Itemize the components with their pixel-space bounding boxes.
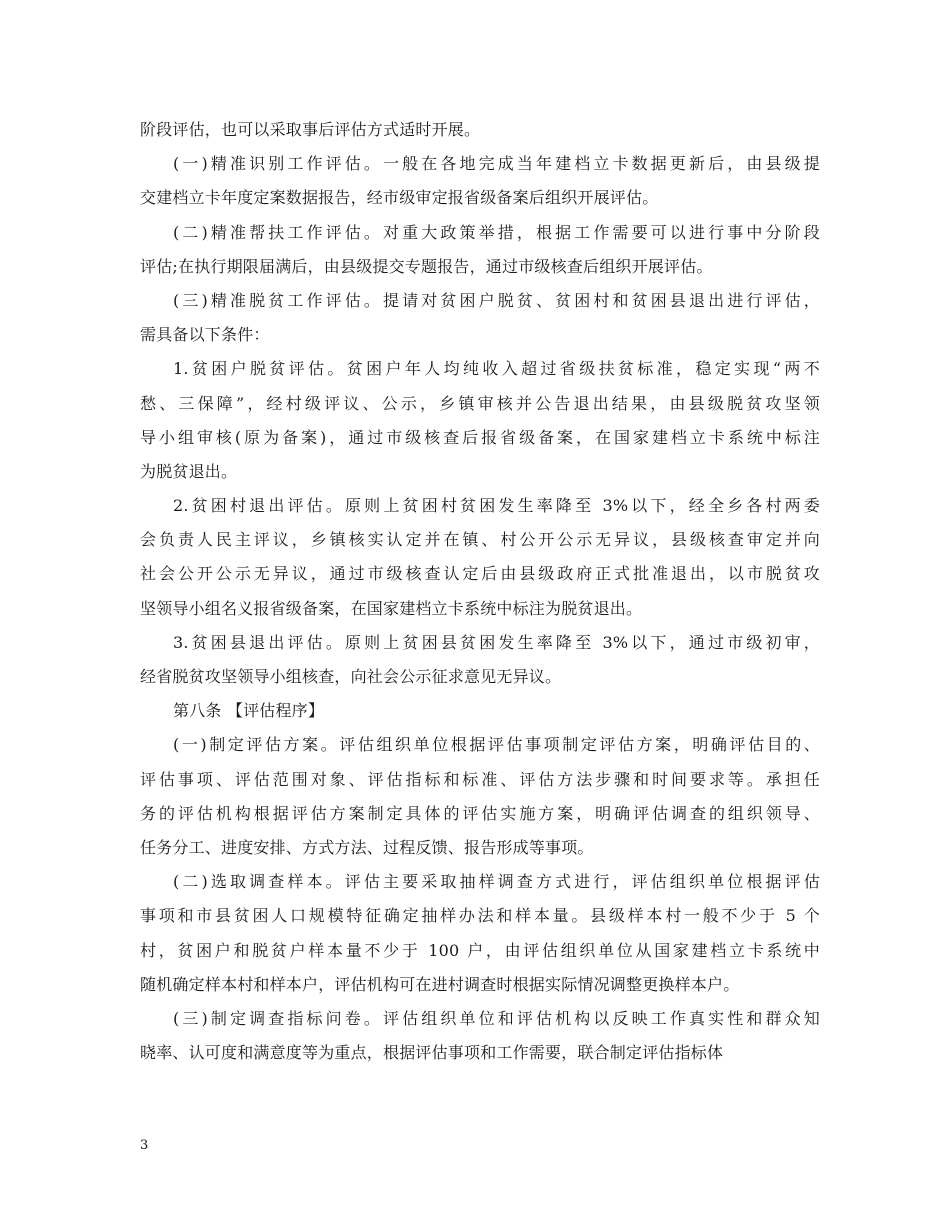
text-line: 1.贫困户脱贫评估。贫困户年人均纯收入超过省级扶贫标准，稳定实现“两不	[173, 359, 820, 379]
text-line: (三)制定调查指标问卷。评估组织单位和评估机构以反映工作真实性和群众知	[173, 1008, 820, 1028]
text-line: 第八条 【评估程序】	[173, 701, 325, 721]
text-line: 坚领导小组名义报省级备案，在国家建档立卡系统中标注为脱贫退出。	[140, 598, 643, 618]
paragraph-village-exit	[140, 489, 820, 626]
text-line: (二)选取调查样本。评估主要采取抽样调查方式进行，评估组织单位根据评估	[173, 872, 820, 892]
text-line: 任务分工、进度安排、方式方法、过程反馈、报告形成等事项。	[140, 837, 594, 857]
text-line: (二)精准帮扶工作评估。对重大政策举措，根据工作需要可以进行事中分阶段	[173, 222, 820, 242]
text-line: 需具备以下条件：	[140, 325, 270, 345]
paragraph-article-eight-heading	[140, 694, 820, 728]
paragraph-household-exit	[140, 352, 820, 489]
paragraph-precise-identification	[140, 147, 820, 215]
text-line: 导小组审核(原为备案)，通过市级核查后报省级备案，在国家建档立卡系统中标注	[140, 427, 820, 447]
text-line: 社会公开公示无异议，通过市级核查认定后由县级政府正式批准退出，以市脱贫攻	[140, 564, 820, 584]
text-line: 愁、三保障”，经村级评议、公示，乡镇审核并公告退出结果，由县级脱贫攻坚领	[140, 393, 820, 413]
text-line: 评估;在执行期限届满后，由县级提交专题报告，通过市级核查后组织开展评估。	[140, 256, 713, 276]
text-line: (三)精准脱贫工作评估。提请对贫困户脱贫、贫困村和贫困县退出进行评估，	[173, 290, 820, 310]
page-number: 3	[140, 1138, 149, 1153]
text-line: 为脱贫退出。	[140, 461, 238, 481]
text-line: (一)精准识别工作评估。一般在各地完成当年建档立卡数据更新后，由县级提	[173, 154, 820, 174]
text-line: 村，贫困户和脱贫户样本量不少于 100 户，由评估组织单位从国家建档立卡系统中	[140, 940, 820, 960]
text-line: 经省脱贫攻坚领导小组核查，向社会公示征求意见无异议。	[140, 667, 562, 686]
text-line: 随机确定样本村和样本户，评估机构可在进村调查时根据实际情况调整更换样本户。	[140, 974, 740, 994]
paragraph-county-exit	[140, 626, 820, 694]
text-line: 交建档立卡年度定案数据报告，经市级审定报省级备案后组织开展评估。	[140, 188, 659, 208]
text-line: 晓率、认可度和满意度等为重点，根据评估事项和工作需要，联合制定评估指标体	[140, 1043, 724, 1063]
text-line: 事项和市县贫困人口规模特征确定抽样办法和样本量。县级样本村一般不少于 5 个	[140, 906, 820, 926]
text-line: 2.贫困村退出评估。原则上贫困村贫困发生率降至 3%以下，经全乡各村两委	[173, 496, 820, 516]
paragraph-evaluation-plan	[140, 728, 820, 865]
text-line: 阶段评估，也可以采取事后评估方式适时开展。	[140, 120, 481, 139]
paragraph-precise-poverty-exit	[140, 284, 820, 352]
paragraph-survey-sample	[140, 865, 820, 1002]
document-body	[140, 113, 820, 1070]
text-line: 会负责人民主评议，乡镇核实认定并在镇、村公开公示无异议，县级核查审定并向	[140, 530, 820, 550]
paragraph-survey-questionnaire	[140, 1002, 820, 1070]
paragraph-continued-staged-evaluation	[140, 113, 820, 147]
text-line: 评估事项、评估范围对象、评估指标和标准、评估方法步骤和时间要求等。承担任	[140, 769, 820, 789]
text-line: (一)制定评估方案。评估组织单位根据评估事项制定评估方案，明确评估目的、	[173, 735, 820, 755]
text-line: 务的评估机构根据评估方案制定具体的评估实施方案，明确评估调查的组织领导、	[140, 803, 820, 823]
paragraph-precise-assistance	[140, 216, 820, 284]
text-line: 3.贫困县退出评估。原则上贫困县贫困发生率降至 3%以下，通过市级初审，	[173, 632, 820, 652]
